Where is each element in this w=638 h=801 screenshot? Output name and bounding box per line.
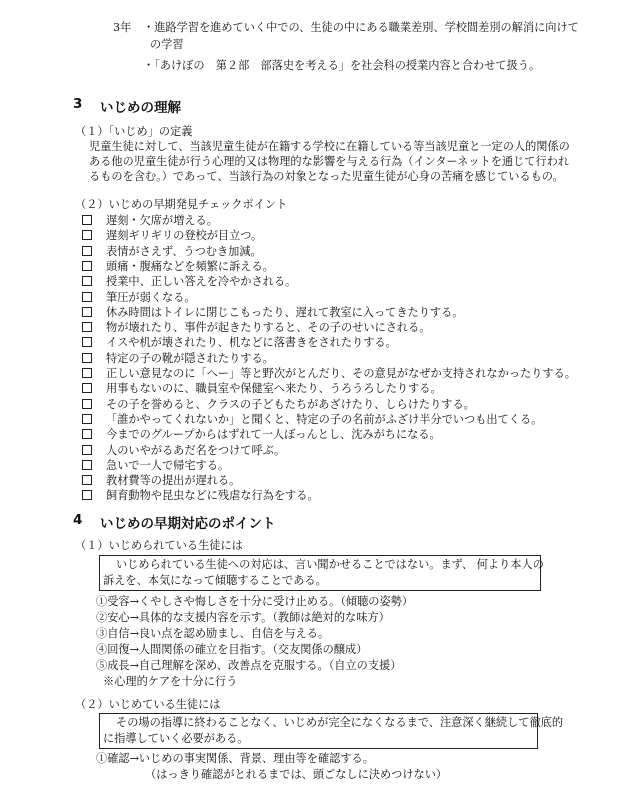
- checkbox-icon: [82, 414, 92, 424]
- step-2-1-note: （はっきり確認がとれるまでは、頭ごなしに決めつけない）: [145, 768, 448, 781]
- checkbox-icon: [82, 399, 92, 409]
- checkbox-icon: [82, 429, 92, 439]
- step-1-4: ④回復→人間関係の確立を目指す。（交友関係の醸成）: [96, 643, 368, 656]
- year3-item2: ・「あけぼの 第２部 部落史を考える」を社会科の授業内容と合わせて扱う。: [143, 59, 541, 72]
- step-1-2: ②安心→具体的な支援内容を示す。（教師は絶対的な味方）: [96, 611, 390, 624]
- checklist-item: [82, 244, 262, 259]
- checklist-item: [82, 381, 442, 396]
- step-1-3: ③自信→良い点を認め励まし、自信を与える。: [96, 627, 330, 640]
- checklist-item-text: 今までのグループからはずれて一人ぼっんとし、沈みがちになる。: [106, 428, 441, 442]
- sec4-sub2-heading: （２）いじめている生徒には: [75, 698, 221, 711]
- checkbox-icon: [82, 215, 92, 225]
- definition-line-3: るものを含む。）であって、当該行為の対象となった児童生徒が心身の苦痛を感じているもの。: [89, 170, 564, 183]
- checklist-item-text: 急いで一人で帰宅する。: [106, 458, 230, 472]
- checkbox-icon: [82, 445, 92, 455]
- checklist-item-text: その子を誉めると、クラスの子どもたちがあざけたり、しらけたりする。: [106, 397, 475, 411]
- checkbox-icon: [82, 353, 92, 363]
- checklist-item: [82, 458, 229, 473]
- sec3-sub1-heading: （１）「いじめ」の定義: [75, 125, 193, 138]
- checkbox-icon: [82, 276, 92, 286]
- checklist-item-text: 授業中、正しい答えを冷やかされる。: [106, 275, 297, 289]
- checklist-item-text: 遅刻・欠席が増える。: [106, 214, 218, 227]
- checkbox-icon: [82, 383, 92, 393]
- checkbox-icon: [82, 490, 92, 500]
- checklist-item: [82, 274, 296, 289]
- checkbox-icon: [82, 307, 92, 317]
- checklist-item-text: 遅刻ギリギリの登校が目立つ。: [106, 229, 263, 243]
- checklist-item: [82, 290, 196, 305]
- checklist-item: [82, 427, 441, 442]
- checklist-item-text: 頭痛・腹痛などを頻繁に訴える。: [106, 259, 274, 273]
- step-1-5: ⑤成長→自己理解を深め、改善点を克服する。（自立の支援）: [96, 659, 402, 672]
- checkbox-icon: [82, 292, 92, 302]
- checkbox-icon: [82, 368, 92, 378]
- section4-number: 4: [73, 512, 83, 528]
- checkbox-icon: [82, 230, 92, 240]
- step-1-1: ①受容→くやしさや悔しさを十分に受け止める。（傾聴の姿勢）: [96, 595, 414, 608]
- note-1: ※心理的ケアを十分に行う: [103, 675, 238, 688]
- checklist-item-text: 「誰かやってくれないか」と聞くと、特定の子の名前がふざけ半分でいつも出てくる。: [106, 412, 543, 426]
- box2-line-2: に指導していく必要がある。: [103, 732, 249, 745]
- definition-line-2: ある他の児童生徒が行う心理的又は物理的な影響を与える行為（インターネットを通じて行われ: [89, 155, 570, 168]
- definition-line-1: 児童生徒に対して、当該児童生徒が在籍する学校に在籍している等当該児童と一定の人的関係の: [89, 140, 570, 153]
- checklist-item-text: 筆圧が弱くなる。: [106, 290, 196, 304]
- checklist-item: [82, 351, 274, 366]
- section3-number: 3: [73, 96, 83, 112]
- checklist-item-text: 教材費等の提出が遅れる。: [106, 474, 241, 488]
- checklist-item: [82, 335, 397, 350]
- checklist-item-text: 人のいやがるあだ名をつけて呼ぶ。: [106, 443, 286, 457]
- checklist-item-text: 用事もないのに、職員室や保健室へ来たり、うろうろしたりする。: [106, 382, 442, 396]
- year3-item1-line1: ・進路学習を進めていく中での、生徒の中にある職業差別、学校間差別の解消に向けて: [143, 21, 579, 34]
- checkbox-icon: [82, 322, 92, 332]
- checklist-item: [82, 366, 576, 381]
- checklist-item: [82, 259, 274, 274]
- box1-line-2: 訴えを、本気になって傾聴することである。: [103, 574, 327, 587]
- checklist-item-text: イスや机が壊されたり、机などに落書きをされたりする。: [106, 336, 397, 350]
- checklist-item: [82, 305, 463, 320]
- section4-title: いじめの早期対応のポイント: [100, 516, 276, 532]
- checklist-item: [82, 320, 430, 335]
- checklist-item-text: 正しい意見なのに「へー」等と野次がとんだり、その意見がなぜか支持されなかったりする。: [106, 367, 576, 380]
- section3-title: いじめの理解: [100, 100, 181, 116]
- checklist-item-text: 物が壊れたり、事件が起きたりすると、その子のせいにされる。: [106, 321, 431, 335]
- checklist-item: [82, 213, 218, 228]
- step-2-1: ①確認→いじめの事実関係、背景、理由等を確認する。: [96, 752, 374, 765]
- sec3-sub2-heading: （２）いじめの早期発見チェックポイント: [75, 198, 288, 211]
- checkbox-icon: [82, 246, 92, 256]
- sec4-sub1-heading: （１）いじめられている生徒には: [75, 539, 243, 552]
- checklist-item-text: 特定の子の靴が隠されたりする。: [106, 351, 274, 365]
- checkbox-icon: [82, 475, 92, 485]
- checklist-item-text: 表情がさえず、うつむき加減。: [106, 244, 262, 258]
- checklist-item: [82, 473, 240, 488]
- box1-line-1: いじめられている生徒への対応は、言い聞かせることではない。まず、 何より本人の: [116, 558, 544, 571]
- checklist-item: [82, 228, 262, 243]
- checkbox-icon: [82, 337, 92, 347]
- checkbox-icon: [82, 261, 92, 271]
- box2-line-1: その場の指導に終わることなく、いじめが完全になくなるまで、注意深く継続して徹底的: [116, 716, 564, 729]
- checkbox-icon: [82, 460, 92, 470]
- checklist-item: [82, 412, 542, 427]
- year3-label: 3年: [113, 21, 132, 34]
- year3-item1-line2: の学習: [150, 38, 184, 51]
- checklist-item: [82, 397, 475, 412]
- checklist-item: [82, 443, 285, 458]
- checklist-item-text: 飼育動物や昆虫などに残虐な行為をする。: [106, 489, 319, 503]
- checklist-item: [82, 488, 319, 503]
- checklist-item-text: 休み時間はトイレに閉じこもったり、遅れて教室に入ってきたりする。: [106, 305, 464, 319]
